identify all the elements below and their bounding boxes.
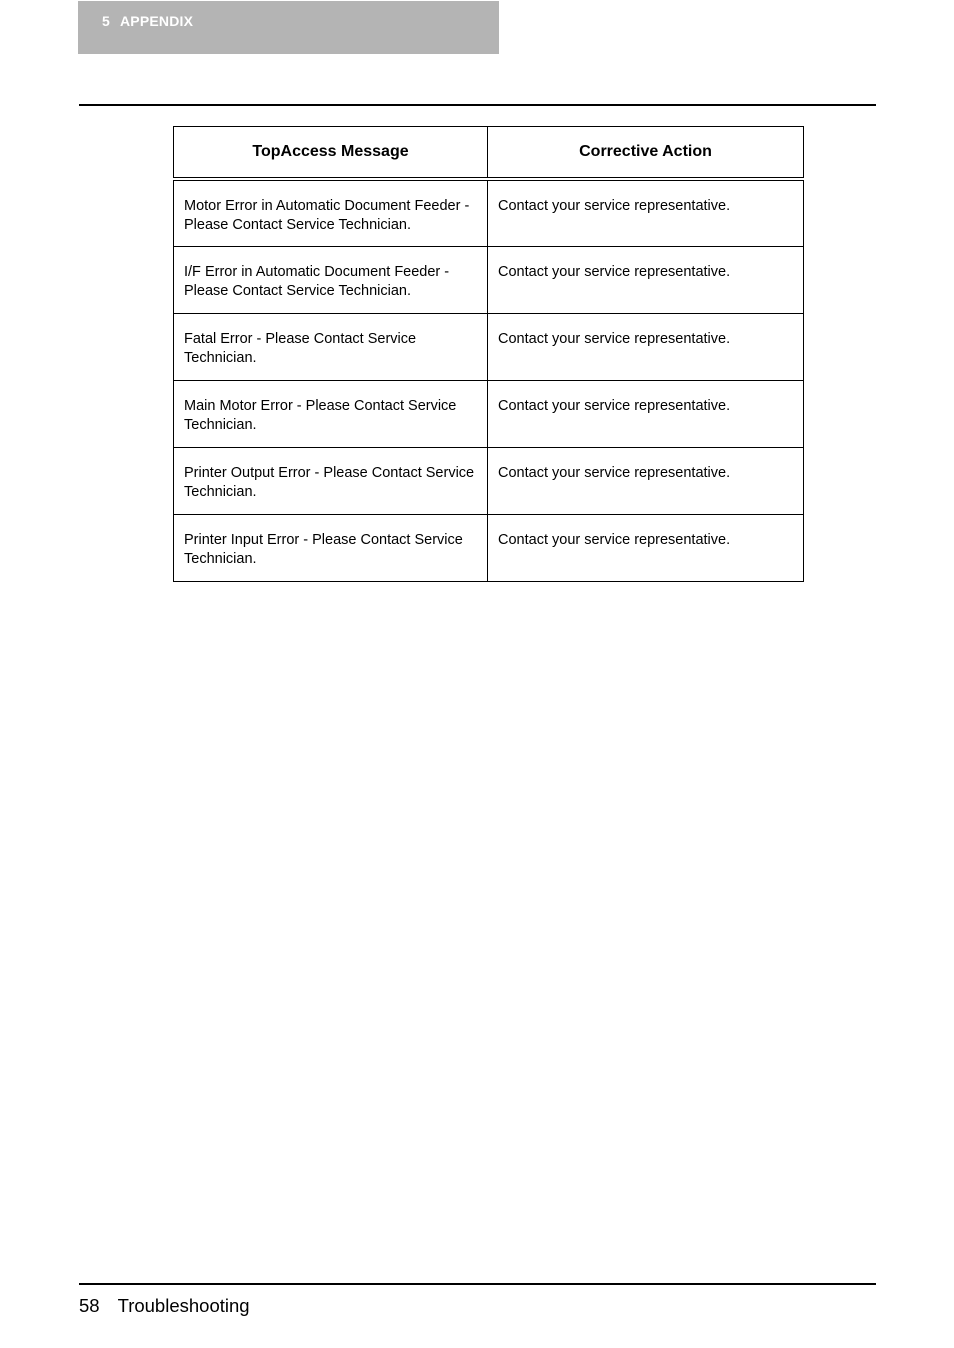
table-row: [174, 246, 804, 313]
chapter-title: APPENDIX: [120, 13, 194, 29]
page-number: 58: [79, 1295, 100, 1316]
action-cell: Contact your service representative.: [488, 313, 804, 380]
table-row: [174, 380, 804, 447]
page-footer: [79, 1295, 250, 1317]
action-cell: Contact your service representative.: [488, 514, 804, 581]
table-row: [174, 179, 804, 246]
chapter-number: 5: [102, 13, 110, 29]
message-cell: I/F Error in Automatic Document Feeder - Please Contact Service Technician.: [174, 246, 488, 313]
table-row: [174, 313, 804, 380]
chapter-header-tab: [78, 1, 499, 54]
message-cell: Printer Input Error - Please Contact Service Technician.: [174, 514, 488, 581]
message-cell: Motor Error in Automatic Document Feeder - Please Contact Service Technician.: [174, 179, 488, 246]
column-header-message: TopAccess Message: [174, 127, 488, 180]
message-table: [173, 126, 804, 582]
message-cell: Printer Output Error - Please Contact Service Technician.: [174, 447, 488, 514]
column-header-action: Corrective Action: [488, 127, 804, 180]
chapter-label: [102, 13, 193, 29]
footer-divider: [79, 1283, 876, 1285]
table-row: [174, 447, 804, 514]
message-cell: Main Motor Error - Please Contact Service Technician.: [174, 380, 488, 447]
section-title: Troubleshooting: [117, 1295, 250, 1316]
table-header-row: [174, 127, 804, 180]
action-cell: Contact your service representative.: [488, 380, 804, 447]
header-divider: [79, 104, 876, 106]
action-cell: Contact your service representative.: [488, 447, 804, 514]
table-row: [174, 514, 804, 581]
action-cell: Contact your service representative.: [488, 246, 804, 313]
message-cell: Fatal Error - Please Contact Service Technician.: [174, 313, 488, 380]
action-cell: Contact your service representative.: [488, 179, 804, 246]
